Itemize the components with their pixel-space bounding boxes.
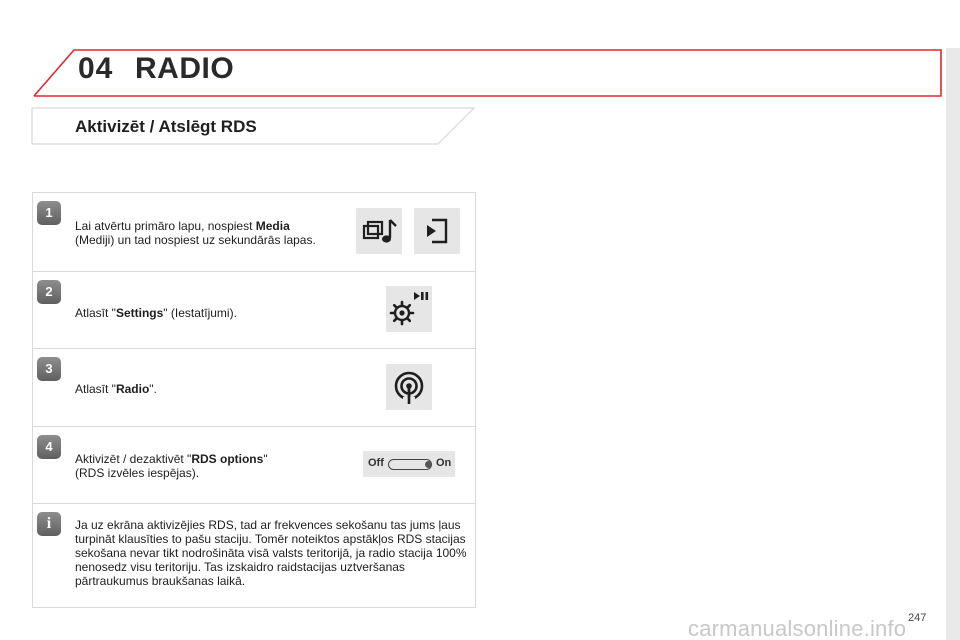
toggle-on-label: On [436, 457, 452, 469]
step-info [33, 504, 475, 609]
step-badge: 1 [37, 201, 61, 225]
toggle-track [388, 459, 432, 470]
settings-gear-icon [386, 286, 432, 332]
toggle-knob [425, 461, 432, 468]
info-icon: i [37, 512, 61, 536]
chapter-title: RADIO [135, 52, 235, 85]
page-edge-bar [946, 48, 960, 640]
chapter-number: 04 [78, 52, 114, 85]
step-badge: 4 [37, 435, 61, 459]
step-3-text: Atlasīt "Radio". [75, 382, 157, 396]
step-1-text: Lai atvērtu primāro lapu, nospiest Media (Mediji) un tad nospiest uz sekundārās lapas. [75, 219, 316, 247]
media-note-icon [356, 208, 402, 254]
step-badge: 3 [37, 357, 61, 381]
page-number: 247 [908, 612, 927, 624]
section-title: Aktivizēt / Atslēgt RDS [75, 117, 257, 136]
step-badge: 2 [37, 280, 61, 304]
step-4-text: Aktivizēt / dezaktivēt "RDS options" (RDS izvēles iespējas). [75, 452, 268, 480]
toggle-off-label: Off [368, 457, 384, 469]
step-1 [33, 193, 475, 272]
info-text: Ja uz ekrāna aktivizējies RDS, tad ar frekvences sekošanu tas jums ļaus turpināt klausīties to pašu staciju. Tomēr noteiktos apstākļos RDS stacijas sekošana nevar tikt nodrošināta visā valsts teritorijā, ja radio stacija 100% nenosedz visu teritoriju. Tas izskaidro raidstacijas uztveršanas pārtraukumus braukšanas laikā. [75, 518, 467, 588]
watermark: carmanualsonline.info [688, 616, 907, 640]
media-secondary-page-icon [414, 208, 460, 254]
step-2-text: Atlasīt "Settings" (Iestatījumi). [75, 306, 237, 320]
rds-options-toggle [363, 451, 455, 477]
radio-antenna-icon [386, 364, 432, 410]
